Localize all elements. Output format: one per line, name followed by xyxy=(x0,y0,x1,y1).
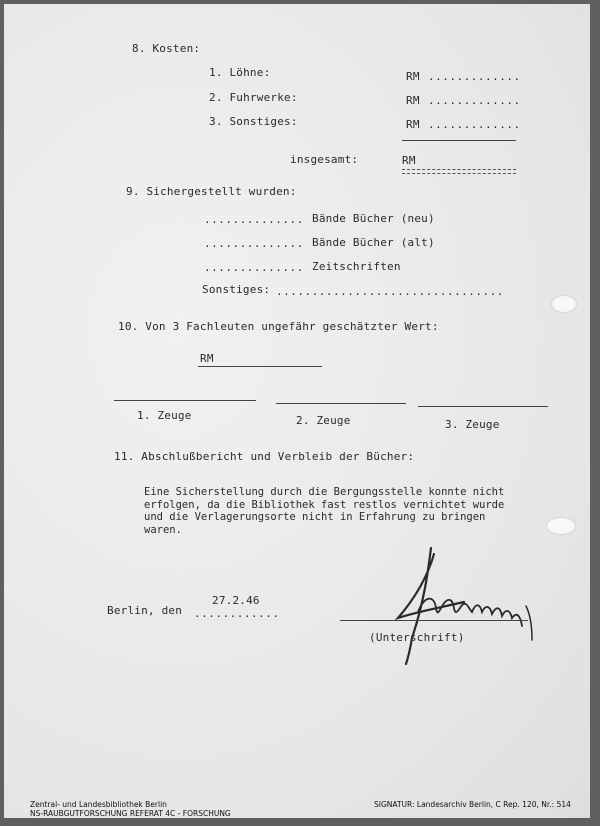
section-9-heading: 9. Sichergestellt wurden: xyxy=(126,185,297,198)
footer-left xyxy=(30,800,231,818)
punch-hole-bottom xyxy=(547,518,575,534)
signature-line xyxy=(340,620,528,621)
place-date-label: Berlin, den xyxy=(107,604,183,617)
secured-other-dots: ................................ xyxy=(276,285,504,298)
cost-label-transport: 2. Fuhrwerke: xyxy=(209,91,298,104)
cost-label-wages: 1. Löhne: xyxy=(209,66,271,79)
cost-label-other: 3. Sonstiges: xyxy=(209,115,298,128)
secured-label-new: Bände Bücher (neu) xyxy=(312,212,435,225)
date-value: 27.2.46 xyxy=(212,594,260,607)
secured-other-label: Sonstiges: xyxy=(202,283,271,296)
cost-dots-transport: ............. xyxy=(428,94,521,107)
footer-department: NS-RAUBGUTFORSCHUNG REFERAT 4C - FORSCHUNG xyxy=(30,809,231,818)
cost-dots-wages: ............. xyxy=(428,70,521,83)
sum-underline xyxy=(402,140,516,141)
witness-1-line xyxy=(114,400,256,401)
witness-3-line xyxy=(418,406,548,407)
document-page xyxy=(4,4,590,818)
section-11-heading: 11. Abschlußbericht und Verbleib der Bücher: xyxy=(114,450,415,463)
secured-label-old: Bände Bücher (alt) xyxy=(312,236,435,249)
section-10-heading: 10. Von 3 Fachleuten ungefähr geschätzter Wert: xyxy=(118,320,439,333)
total-unit: RM xyxy=(402,154,416,167)
value-line xyxy=(198,366,322,367)
witness-2-label: 2. Zeuge xyxy=(296,414,351,427)
section-8-heading: 8. Kosten: xyxy=(132,42,201,55)
signature-caption: (Unterschrift) xyxy=(369,631,465,644)
footer-signature-ref: SIGNATUR: Landesarchiv Berlin, C Rep. 120, Nr.: 514 xyxy=(374,800,571,809)
secured-label-periodicals: Zeitschriften xyxy=(312,260,401,273)
value-unit: RM xyxy=(200,352,214,365)
handwritten-signature xyxy=(376,542,546,667)
date-dots: ............ xyxy=(194,607,280,620)
cost-dots-other: ............. xyxy=(428,118,521,131)
witness-1-label: 1. Zeuge xyxy=(137,409,192,422)
secured-dots-old: .............. xyxy=(204,237,304,250)
cost-unit-other: RM xyxy=(406,118,420,131)
secured-dots-periodicals: .............. xyxy=(204,261,304,274)
witness-3-label: 3. Zeuge xyxy=(445,418,500,431)
final-report-text: Eine Sicherstellung durch die Bergungsstelle konnte nicht erfolgen, da die Bibliothek fast restlos vernichtet wurde und die Verlagerungsorte nicht in Erfahrung zu bringen waren. xyxy=(144,486,505,536)
punch-hole-top xyxy=(552,296,576,312)
total-double-underline xyxy=(402,169,516,174)
cost-unit-transport: RM xyxy=(406,94,420,107)
total-label: insgesamt: xyxy=(290,153,359,166)
footer-institution: Zentral- und Landesbibliothek Berlin xyxy=(30,800,167,809)
secured-dots-new: .............. xyxy=(204,213,304,226)
cost-unit-wages: RM xyxy=(406,70,420,83)
witness-2-line xyxy=(276,403,406,404)
